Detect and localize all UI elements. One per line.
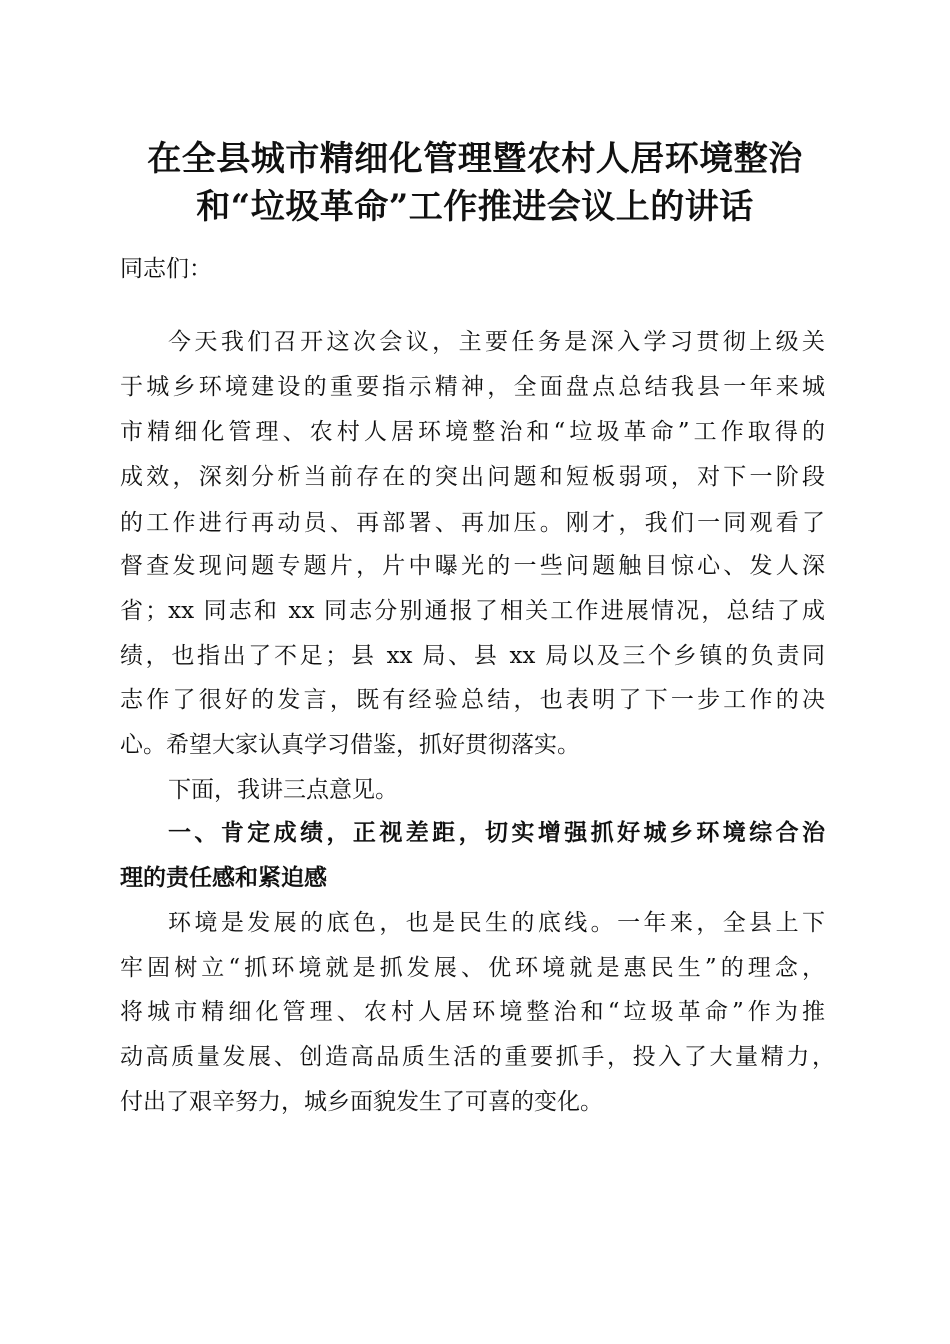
paragraph-2: 下面，我讲三点意见。 xyxy=(168,777,398,803)
paragraph-3-line-5: 付出了艰辛努力，城乡面貌发生了可喜的变化。 xyxy=(120,1089,603,1115)
salutation: 同志们： xyxy=(120,256,212,282)
paragraph-1-line-4: 成效，深刻分析当前存在的突出问题和短板弱项，对下一阶段 xyxy=(120,464,825,490)
paragraph-1-line-8: 绩，也指出了不足；县 xx 局、县 xx 局以及三个乡镇的负责同 xyxy=(120,643,825,669)
paragraph-1-line-9: 志作了很好的发言，既有经验总结，也表明了下一步工作的决 xyxy=(120,687,825,713)
document-title-line-1: 在全县城市精细化管理暨农村人居环境整治 xyxy=(147,139,803,179)
section-heading-1-line-2: 理的责任感和紧迫感 xyxy=(120,865,327,891)
paragraph-1-line-1: 今天我们召开这次会议，主要任务是深入学习贯彻上级关 xyxy=(168,329,825,355)
paragraph-1-line-2: 于城乡环境建设的重要指示精神，全面盘点总结我县一年来城 xyxy=(120,374,825,400)
paragraph-3-line-2: 牢固树立“抓环境就是抓发展、优环境就是惠民生”的理念， xyxy=(120,955,825,981)
paragraph-1-line-10: 心。希望大家认真学习借鉴，抓好贯彻落实。 xyxy=(120,732,580,758)
paragraph-1-line-7: 省；xx 同志和 xx 同志分别通报了相关工作进展情况，总结了成 xyxy=(120,598,825,624)
paragraph-1-line-6: 督查发现问题专题片，片中曝光的一些问题触目惊心、发人深 xyxy=(120,553,825,579)
paragraph-3-line-3: 将城市精细化管理、农村人居环境整治和“垃圾革命”作为推 xyxy=(120,999,825,1025)
document-title-line-2: 和“垃圾革命”工作推进会议上的讲话 xyxy=(196,187,754,227)
paragraph-1-line-3: 市精细化管理、农村人居环境整治和“垃圾革命”工作取得的 xyxy=(120,419,825,445)
paragraph-3-line-4: 动高质量发展、创造高品质生活的重要抓手，投入了大量精力， xyxy=(120,1044,835,1070)
paragraph-1-line-5: 的工作进行再动员、再部署、再加压。刚才，我们一同观看了 xyxy=(120,510,825,536)
paragraph-3-line-1: 环境是发展的底色，也是民生的底线。一年来，全县上下 xyxy=(168,910,825,936)
section-heading-1-line-1: 一、肯定成绩，正视差距，切实增强抓好城乡环境综合治 xyxy=(168,820,825,846)
